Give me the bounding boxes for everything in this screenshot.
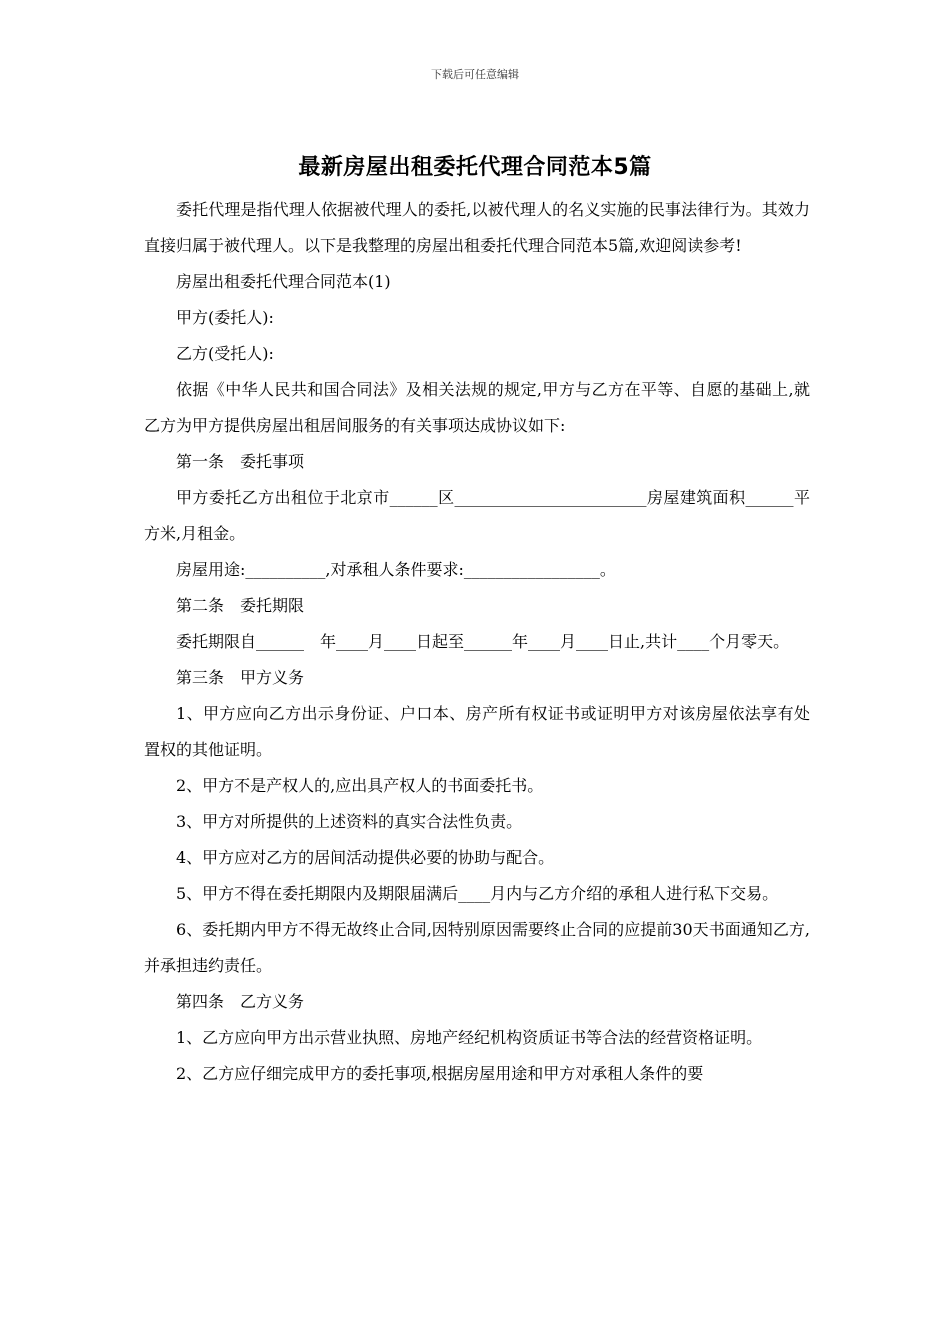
article-3-item-1: 1、甲方应向乙方出示身份证、户口本、房产所有权证书或证明甲方对该房屋依法享有处置权的其他证明。 — [144, 704, 810, 759]
article-3-item-3: 3、甲方对所提供的上述资料的真实合法性负责。 — [176, 812, 523, 831]
document-body — [144, 192, 810, 1092]
article-3-heading: 第三条 甲方义务 — [176, 668, 305, 687]
article-4-item-1: 1、乙方应向甲方出示营业执照、房地产经纪机构资质证书等合法的经营资格证明。 — [176, 1028, 763, 1047]
article-3-item-5: 5、甲方不得在委托期限内及期限届满后____月内与乙方介绍的承租人进行私下交易。 — [176, 884, 779, 903]
header-note: 下载后可任意编辑 — [431, 68, 519, 81]
party-a-line: 甲方(委托人): — [176, 308, 274, 327]
article-2-clause-1: 委托期限自______ 年____月____日起至______年____月____日止,共计____个月零天。 — [176, 632, 790, 651]
article-1-clause-2: 房屋用途:__________,对承租人条件要求:_________________。 — [176, 560, 616, 579]
article-2-heading: 第二条 委托期限 — [176, 596, 305, 615]
article-3-item-4: 4、甲方应对乙方的居间活动提供必要的协助与配合。 — [176, 848, 555, 867]
preamble-paragraph: 依据《中华人民共和国合同法》及相关法规的规定,甲方与乙方在平等、自愿的基础上,就乙方为甲方提供房屋出租居间服务的有关事项达成协议如下: — [144, 380, 810, 435]
document-title: 最新房屋出租委托代理合同范本5篇 — [298, 155, 652, 180]
intro-paragraph: 委托代理是指代理人依据被代理人的委托,以被代理人的名义实施的民事法律行为。其效力直接归属于被代理人。以下是我整理的房屋出租委托代理合同范本5篇,欢迎阅读参考! — [144, 200, 810, 255]
article-4-item-2: 2、乙方应仔细完成甲方的委托事项,根据房屋用途和甲方对承租人条件的要 — [176, 1064, 704, 1083]
article-3-item-6: 6、委托期内甲方不得无故终止合同,因特别原因需要终止合同的应提前30天书面通知乙方,并承担违约责任。 — [144, 920, 810, 975]
contract-heading: 房屋出租委托代理合同范本(1) — [176, 272, 391, 291]
article-1-clause-1: 甲方委托乙方出租位于北京市______区________________________房屋建筑面积______平方米,月租金。 — [144, 488, 810, 543]
article-4-heading: 第四条 乙方义务 — [176, 992, 305, 1011]
party-b-line: 乙方(受托人): — [176, 344, 274, 363]
article-3-item-2: 2、甲方不是产权人的,应出具产权人的书面委托书。 — [176, 776, 544, 795]
article-1-heading: 第一条 委托事项 — [176, 452, 305, 471]
